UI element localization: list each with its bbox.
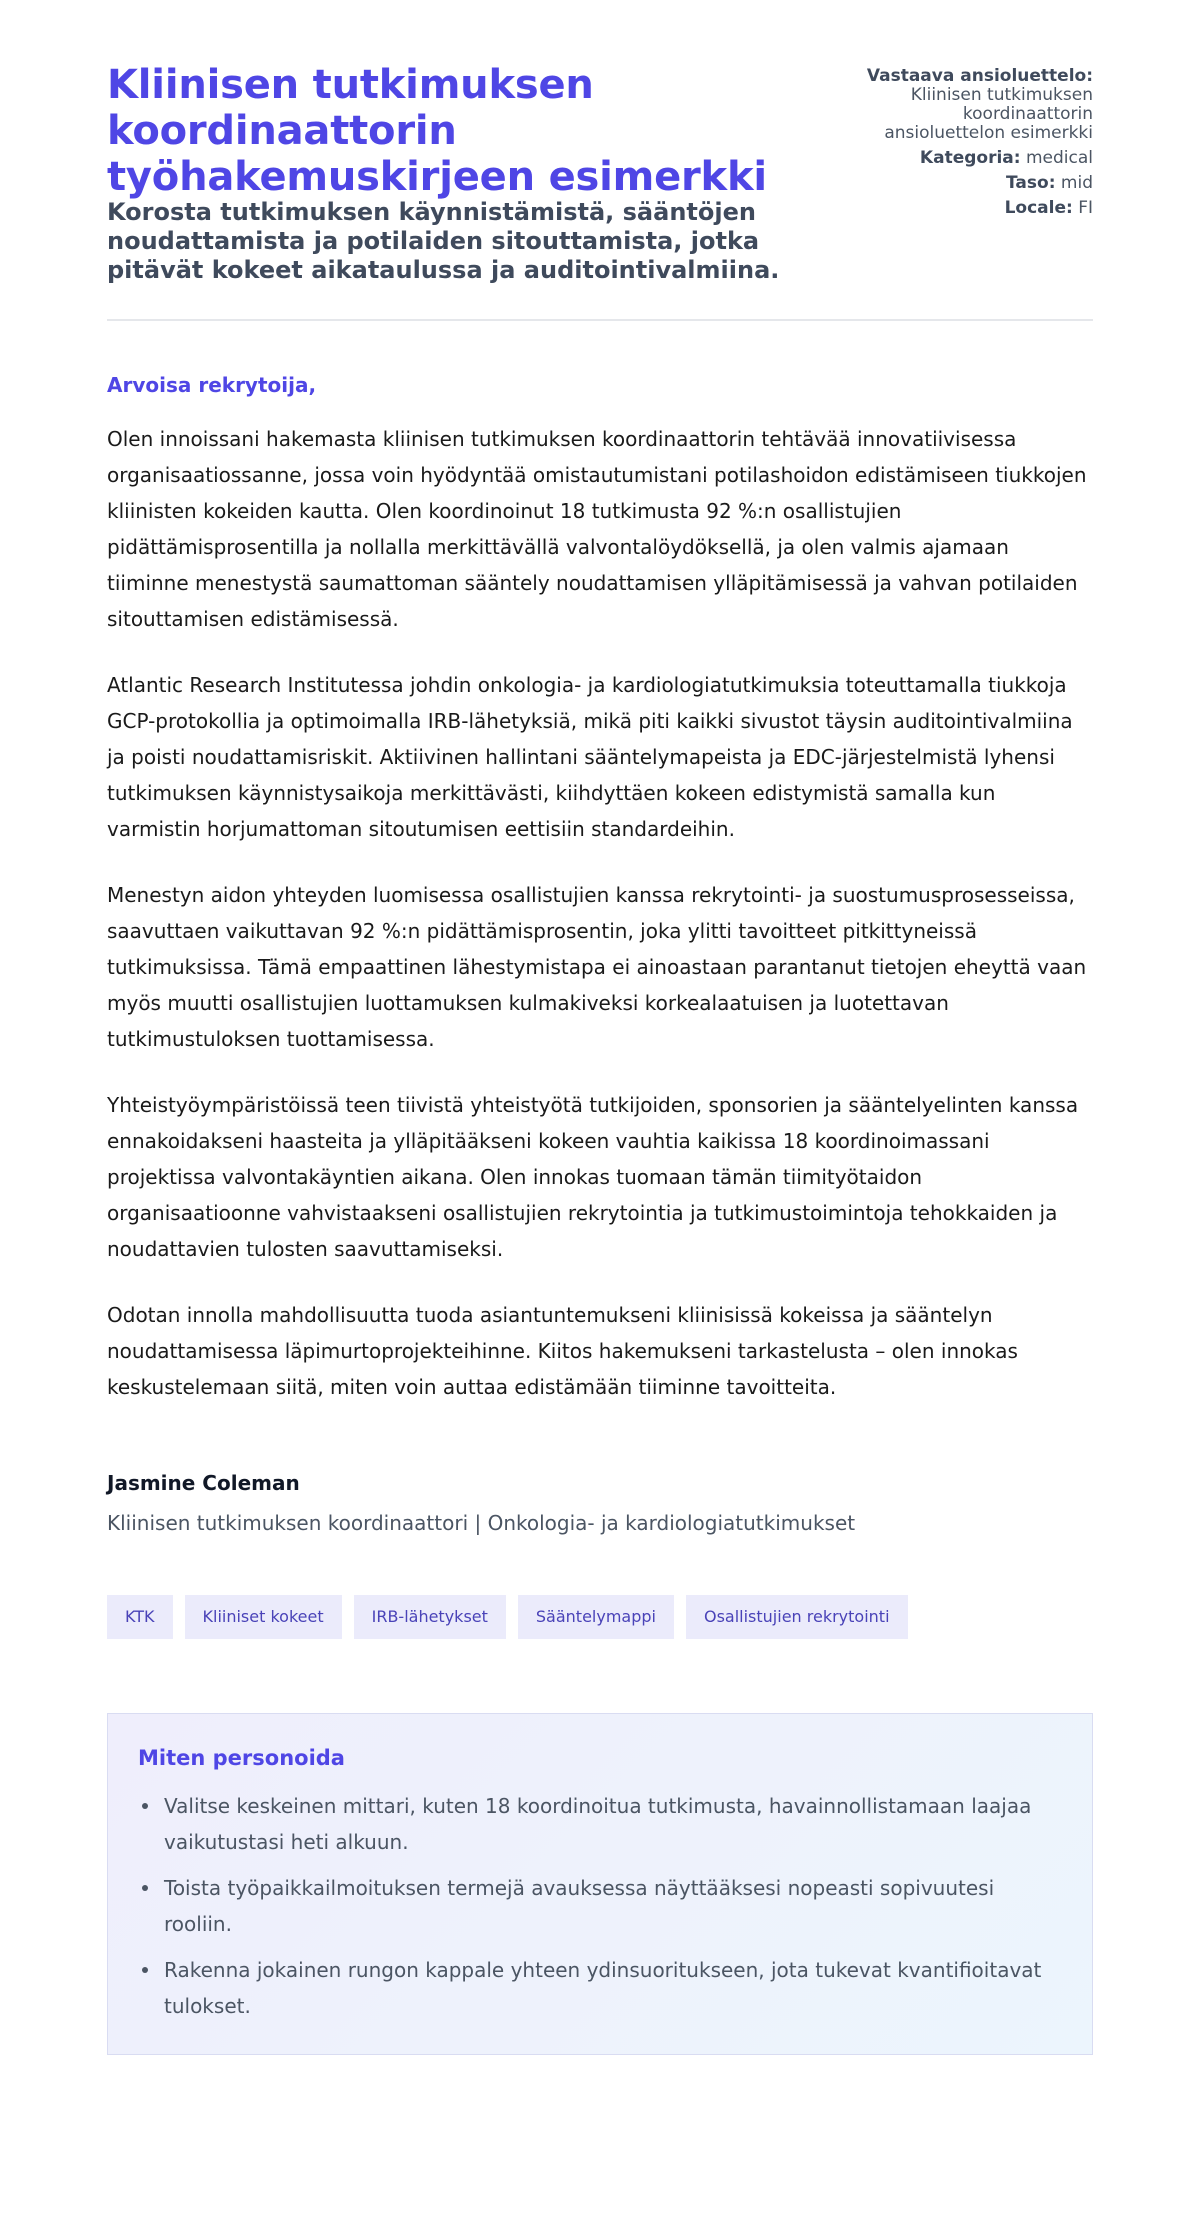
- personalization-tips-box: [107, 1713, 1093, 2055]
- tag-irb-submissions[interactable]: IRB-lähetykset: [354, 1595, 506, 1639]
- meta-level-label: Taso:: [1006, 173, 1056, 193]
- meta-locale-value: FI: [1078, 198, 1093, 218]
- signature-name: Jasmine Coleman: [107, 1471, 300, 1495]
- meta-related-resume-label: Vastaava ansioluettelo:: [866, 66, 1093, 86]
- letter-body: [107, 371, 1093, 1405]
- salutation: Arvoisa rekrytoija,: [107, 373, 317, 397]
- letter-paragraph-1: Olen innoissani hakemasta kliinisen tutkimuksen koordinaattorin tehtävää innovatiivisessa organisaatiossanne, jossa voin hyödyntää omistautumistani potilashoidon edistämiseen tiukkojen kliinisten kokeiden kautta. Olen koordinoinut 18 tutkimusta 92 %:n osallistujien pidättämisprosentilla ja nollalla merkittävällä valvontalöydöksellä, ja olen valmis ajamaan tiiminne menestystä saumattoman sääntely noudattamisen ylläpitämisessä ja vahvan potilaiden sitouttamisen edistämisessä.: [107, 427, 1087, 631]
- tag-regulatory-binder[interactable]: Sääntelymappi: [518, 1595, 674, 1639]
- tips-item: [164, 1788, 1062, 1860]
- header-meta: [843, 67, 1093, 224]
- bullet-icon: [142, 1885, 148, 1891]
- tips-title: Miten personoida: [138, 1746, 345, 1770]
- meta-locale-label: Locale:: [1004, 198, 1073, 218]
- page-header: [107, 62, 1093, 321]
- signature-title: Kliinisen tutkimuksen koordinaattori | Onkologia- ja kardiologiatutkimukset: [107, 1511, 856, 1535]
- meta-level: [843, 174, 1093, 193]
- header-title-block: [107, 62, 807, 285]
- meta-category-label: Kategoria:: [919, 148, 1021, 168]
- meta-related-resume: [843, 67, 1093, 143]
- tips-item-text: Valitse keskeinen mittari, kuten 18 koordinoitua tutkimusta, havainnollistamaan laajaa vaikutustasi heti alkuun.: [164, 1794, 1032, 1854]
- tips-item-text: Toista työpaikkailmoituksen termejä avauksessa näyttääksesi nopeasti sopivuutesi rooliin.: [164, 1876, 995, 1936]
- tips-item-text: Rakenna jokainen rungon kappale yhteen ydinsuoritukseen, jota tukevat kvantifioitavat tulokset.: [164, 1958, 1042, 2018]
- bullet-icon: [142, 1803, 148, 1809]
- meta-related-resume-value[interactable]: Kliinisen tutkimuksen koordinaattorin ansioluettelon esimerkki: [884, 85, 1093, 143]
- tips-item: [164, 1870, 1062, 1942]
- bullet-icon: [142, 1967, 148, 1973]
- page-title: Kliinisen tutkimuksen koordinaattorin työhakemuskirjeen esimerkki: [107, 62, 767, 200]
- signature-block: [107, 1469, 1093, 1537]
- letter-paragraph-4: Yhteistyöympäristöissä teen tiivistä yhteistyötä tutkijoiden, sponsorien ja sääntelyelinten kanssa ennakoidakseni haasteita ja ylläpitääkseni kokeen vauhtia kaikissa 18 koordinoimassani projektissa valvontakäyntien aikana. Olen innokas tuomaan tämän tiimityötaidon organisaatioonne vahvistaakseni osallistujien rekrytointia ja tutkimustoimintoja tehokkaiden ja noudattavien tulosten saavuttamiseksi.: [107, 1093, 1079, 1261]
- meta-category: [843, 149, 1093, 168]
- page-subtitle: Korosta tutkimuksen käynnistämistä, sääntöjen noudattamista ja potilaiden sitouttamista, jotka pitävät kokeet aikataulussa ja auditointivalmiina.: [107, 198, 780, 284]
- tag-clinical-trials[interactable]: Kliiniset kokeet: [185, 1595, 342, 1639]
- tag-list: [107, 1595, 1093, 1639]
- letter-paragraph-2: Atlantic Research Institutessa johdin onkologia- ja kardiologiatutkimuksia toteuttamalla tiukkoja GCP-protokollia ja optimoimalla IRB-lähetyksiä, mikä piti kaikki sivustot täysin auditointivalmiina ja poisti noudattamisriskit. Aktiivinen hallintani sääntelymapeista ja EDC-järjestelmistä lyhensi tutkimuksen käynnistysaikoja merkittävästi, kiihdyttäen kokeen edistymistä samalla kun varmistin horjumattoman sitoutumisen eettisiin standardeihin.: [107, 673, 1073, 841]
- tag-ktk[interactable]: KTK: [107, 1595, 173, 1639]
- letter-paragraph-5: Odotan innolla mahdollisuutta tuoda asiantuntemukseni kliinisissä kokeissa ja sääntelyn noudattamisessa läpimurtoprojekteihinne. Kiitos hakemukseni tarkastelusta – olen innokas keskustelemaan siitä, miten voin auttaa edistämään tiiminne tavoitteita.: [107, 1303, 1018, 1399]
- meta-level-value: mid: [1060, 173, 1093, 193]
- meta-locale: [843, 199, 1093, 218]
- meta-category-value: medical: [1025, 148, 1093, 168]
- tips-list: [138, 1788, 1062, 2024]
- tag-participant-recruitment[interactable]: Osallistujien rekrytointi: [686, 1595, 908, 1639]
- tips-item: [164, 1952, 1062, 2024]
- letter-paragraph-3: Menestyn aidon yhteyden luomisessa osallistujien kanssa rekrytointi- ja suostumusprosesseissa, saavuttaen vaikuttavan 92 %:n pidättämisprosentin, joka ylitti tavoitteet pitkittyneissä tutkimuksissa. Tämä empaattinen lähestymistapa ei ainoastaan parantanut tietojen eheyttä vaan myös muutti osallistujien luottamuksen kulmakiveksi korkealaatuisen ja luotettavan tutkimustuloksen tuottamisessa.: [107, 883, 1087, 1051]
